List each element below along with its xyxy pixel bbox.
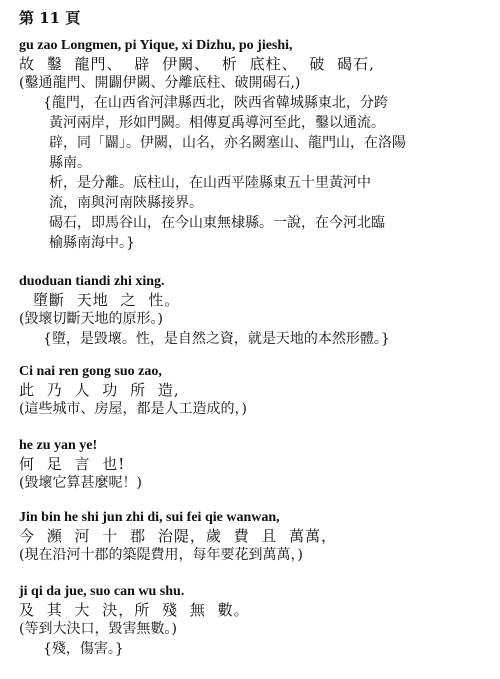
pinyin-line: gu zao Longmen, pi Yique, xi Dizhu, po jieshi, — [19, 38, 293, 53]
annotation-block — [43, 93, 489, 253]
chinese-line: 及 其 大 決，所 殘 無 數。 — [19, 601, 250, 619]
annotation-line: 榆縣南海中。} — [49, 235, 135, 251]
annotation-line: 碣石，即馬谷山，在今山東無棣縣。一說，在今河北臨 — [49, 215, 385, 231]
annotation-line: {殘，傷害。} — [43, 641, 124, 657]
pinyin-line: ji qi da jue, suo can wu shu. — [19, 584, 185, 599]
translation-line: (毀壞它算甚麼呢！) — [19, 475, 142, 491]
pinyin-line: Ci nai ren gong suo zao, — [19, 364, 162, 379]
chinese-line: 此 乃 人 功 所 造, — [19, 381, 180, 399]
pinyin-line: he zu yan ye! — [19, 438, 98, 453]
passage-section — [19, 36, 489, 253]
annotation-block — [43, 329, 489, 349]
chinese-line: 何 足 言 也! — [19, 455, 126, 473]
annotation-line: 辟，同「闢」。伊闕，山名，亦名闕塞山、龍門山，在洛陽 — [49, 135, 406, 151]
translation-line: (毀壞切斷天地的原形。) — [19, 311, 163, 327]
annotation-line: {龍門，在山西省河津縣西北，陝西省韓城縣東北，分跨 — [43, 95, 388, 111]
passage-section — [19, 362, 489, 419]
passage-section — [19, 272, 489, 349]
passage-section — [19, 508, 489, 565]
translation-line: (鑿通龍門、開闢伊闕、分離底柱、破開碣石,) — [19, 75, 301, 91]
annotation-line: 析，是分離。底柱山，在山西平陸縣東五十里黃河中 — [49, 175, 371, 191]
annotation-line: 流，南與河南陝縣接界。 — [49, 195, 203, 211]
chinese-line: 故 鑿 龍門、 辟 伊闕、 析 底柱、 破 碣石, — [19, 55, 375, 73]
annotation-block — [43, 639, 489, 659]
annotation-line: 縣南。 — [49, 155, 91, 171]
translation-line: (這些城市、房屋，都是人工造成的，) — [19, 401, 247, 417]
pinyin-line: duoduan tiandi zhi xing. — [19, 274, 165, 289]
translation-line: (等到大決口，毀害無數。) — [19, 621, 177, 637]
chinese-line: 今 瀕 河 十 郡 治隄，歲 費 且 萬萬， — [19, 527, 338, 545]
page-number: 第 11 頁 — [19, 9, 81, 27]
annotation-line: 黃河兩岸，形如門闕。相傳夏禹導河至此，鑿以通流。 — [49, 115, 385, 131]
annotation-line: {墮，是毀壞。性，是自然之資，就是天地的本然形體。} — [43, 331, 390, 347]
passage-section — [19, 582, 489, 659]
pinyin-line: Jin bin he shi jun zhi di, sui fei qie wanwan, — [19, 510, 280, 525]
translation-line: (現在沿河十郡的築隄費用，每年要花到萬萬，) — [19, 547, 303, 563]
chinese-line: 墮斷 天地 之 性。 — [33, 291, 181, 309]
passage-section — [19, 436, 489, 493]
